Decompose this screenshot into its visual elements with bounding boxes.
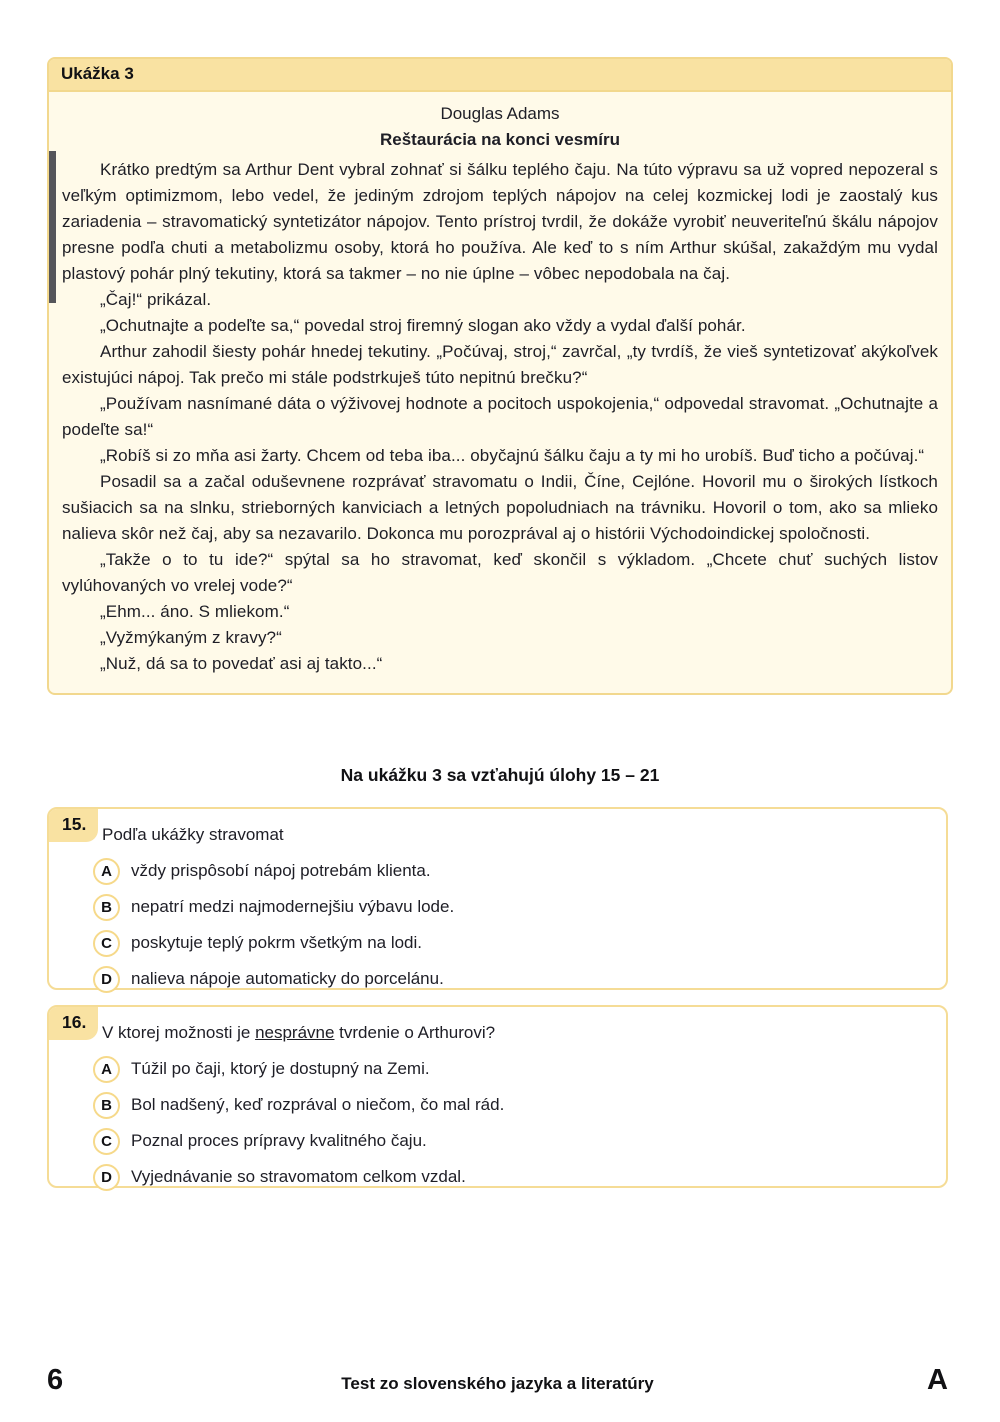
option-text: nepatrí medzi najmodernejšiu výbavu lode. [131,897,455,916]
option-text: poskytuje teplý pokrm všetkým na lodi. [131,933,423,952]
passage-paragraph: „Čaj!“ prikázal. [100,290,212,309]
passage-paragraph: Krátko predtým sa Arthur Dent vybral zohnať si šálku teplého čaju. Na túto výpravu sa už vopred nepozeral s veľkým optimizmom, lebo vedel, že jediným zdrojom teplých nápojov na celej kozmickej lodi je zaostalý kus zariadenia – stravomatický syntetizátor nápojov. Tento prístroj tvrdil, že dokáže vyrobiť neuveriteľnú škálu nápojov presne podľa chuti a metabolizmu osoby, ktorá ho používa. Ale keď to s ním Arthur skúšal, zakaždým mu vydal plastový pohár plný tekutiny, ktorá sa takmer – no nie úplne – vôbec nepodobala na čaj. [62,160,938,283]
footer-page-number: 6 [47,1364,64,1396]
option-row-d[interactable] [93,961,946,997]
section-heading: Na ukážku 3 sa vzťahujú úlohy 15 – 21 [340,765,660,785]
passage-author: Douglas Adams [440,104,560,123]
option-row-b[interactable] [93,889,946,925]
question-15-text [102,823,926,847]
option-letter-circle[interactable]: A [93,1056,120,1083]
option-text: nalieva nápoje automaticky do porcelánu. [131,969,444,988]
passage-body [49,92,951,693]
option-text: Vyjednávanie so stravomatom celkom vzdal. [131,1167,466,1186]
option-text: Poznal proces prípravy kvalitného čaju. [131,1131,427,1150]
passage-paragraph: „Používam nasnímané dáta o výživovej hodnote a pocitoch uspokojenia,“ odpovedal stravomat. „Ochutnajte a podeľte sa!“ [62,394,938,439]
passage-paragraph: „Takže o to tu ide?“ spýtal sa ho stravomat, keď skončil s výkladom. „Chcete chuť suchých listov vylúhovaných vo vrelej vode?“ [62,550,938,595]
passage-paragraph: „Nuž, dá sa to povedať asi aj takto...“ [100,654,383,673]
question-16-box [47,1005,948,1188]
question-15-box [47,807,948,990]
option-row-c[interactable] [93,925,946,961]
question-15-number: 15. [49,809,98,842]
option-row-d[interactable] [93,1159,946,1195]
option-text: Bol nadšený, keď rozprával o niečom, čo mal rád. [131,1095,505,1114]
option-letter-circle[interactable]: C [93,1128,120,1155]
page-footer [47,1362,948,1406]
question-15-options [93,853,946,997]
question-text-underlined: nesprávne [255,1023,335,1042]
option-letter-circle[interactable]: A [93,858,120,885]
option-row-a[interactable] [93,853,946,889]
question-16-number: 16. [49,1007,98,1040]
passage-label: Ukážka 3 [49,59,951,92]
footer-title: Test zo slovenského jazyka a literatúry [341,1374,654,1393]
passage-paragraph: „Ehm... áno. S mliekom.“ [100,602,290,621]
option-letter-circle[interactable]: D [93,1164,120,1191]
question-text-part: Podľa ukážky stravomat [102,825,284,844]
passage-paragraph: „Vyžmýkaným z kravy?“ [100,628,282,647]
question-text-part: tvrdenie o Arthurovi? [334,1023,496,1042]
question-16-options [93,1051,946,1195]
passage-title: Reštaurácia na konci vesmíru [379,130,620,149]
passage-paragraph: Arthur zahodil šiesty pohár hnedej tekutiny. „Počúvaj, stroj,“ zavrčal, „ty tvrdíš, že vieš syntetizovať akýkoľvek existujúci nápoj. Tak prečo mi stále podstrkuješ túto nepitnú brečku?“ [62,342,938,387]
passage-paragraph: „Ochutnajte a podeľte sa,“ povedal stroj firemný slogan ako vždy a vydal ďalší pohár. [100,316,746,335]
option-letter-circle[interactable]: C [93,930,120,957]
passage-paragraph: „Robíš si zo mňa asi žarty. Chcem od teba iba... obyčajnú šálku čaju a ty mi ho urobíš. Buď ticho a počúvaj.“ [100,446,925,465]
option-text: vždy prispôsobí nápoj potrebám klienta. [131,861,431,880]
footer-variant: A [927,1364,948,1396]
option-letter-circle[interactable]: B [93,894,120,921]
option-text: Túžil po čaji, ktorý je dostupný na Zemi. [131,1059,430,1078]
scan-artifact [49,151,56,303]
option-row-a[interactable] [93,1051,946,1087]
option-letter-circle[interactable]: B [93,1092,120,1119]
passage-box [47,57,953,695]
option-row-c[interactable] [93,1123,946,1159]
passage-paragraph: Posadil sa a začal oduševnene rozprávať stravomatu o Indii, Číne, Cejlóne. Hovoril mu o širokých lístkoch sušiacich sa na slnku, strieborných kanviciach a letných popoludniach na trávniku. Hovoril o tom, ako sa mlieko nalieva skôr než čaj, aby sa nezavarilo. Dokonca mu porozprával aj o histórii Východoindickej spoločnosti. [62,472,938,543]
option-letter-circle[interactable]: D [93,966,120,993]
question-text-part: V ktorej možnosti je [102,1023,256,1042]
question-16-text [102,1021,926,1045]
option-row-b[interactable] [93,1087,946,1123]
